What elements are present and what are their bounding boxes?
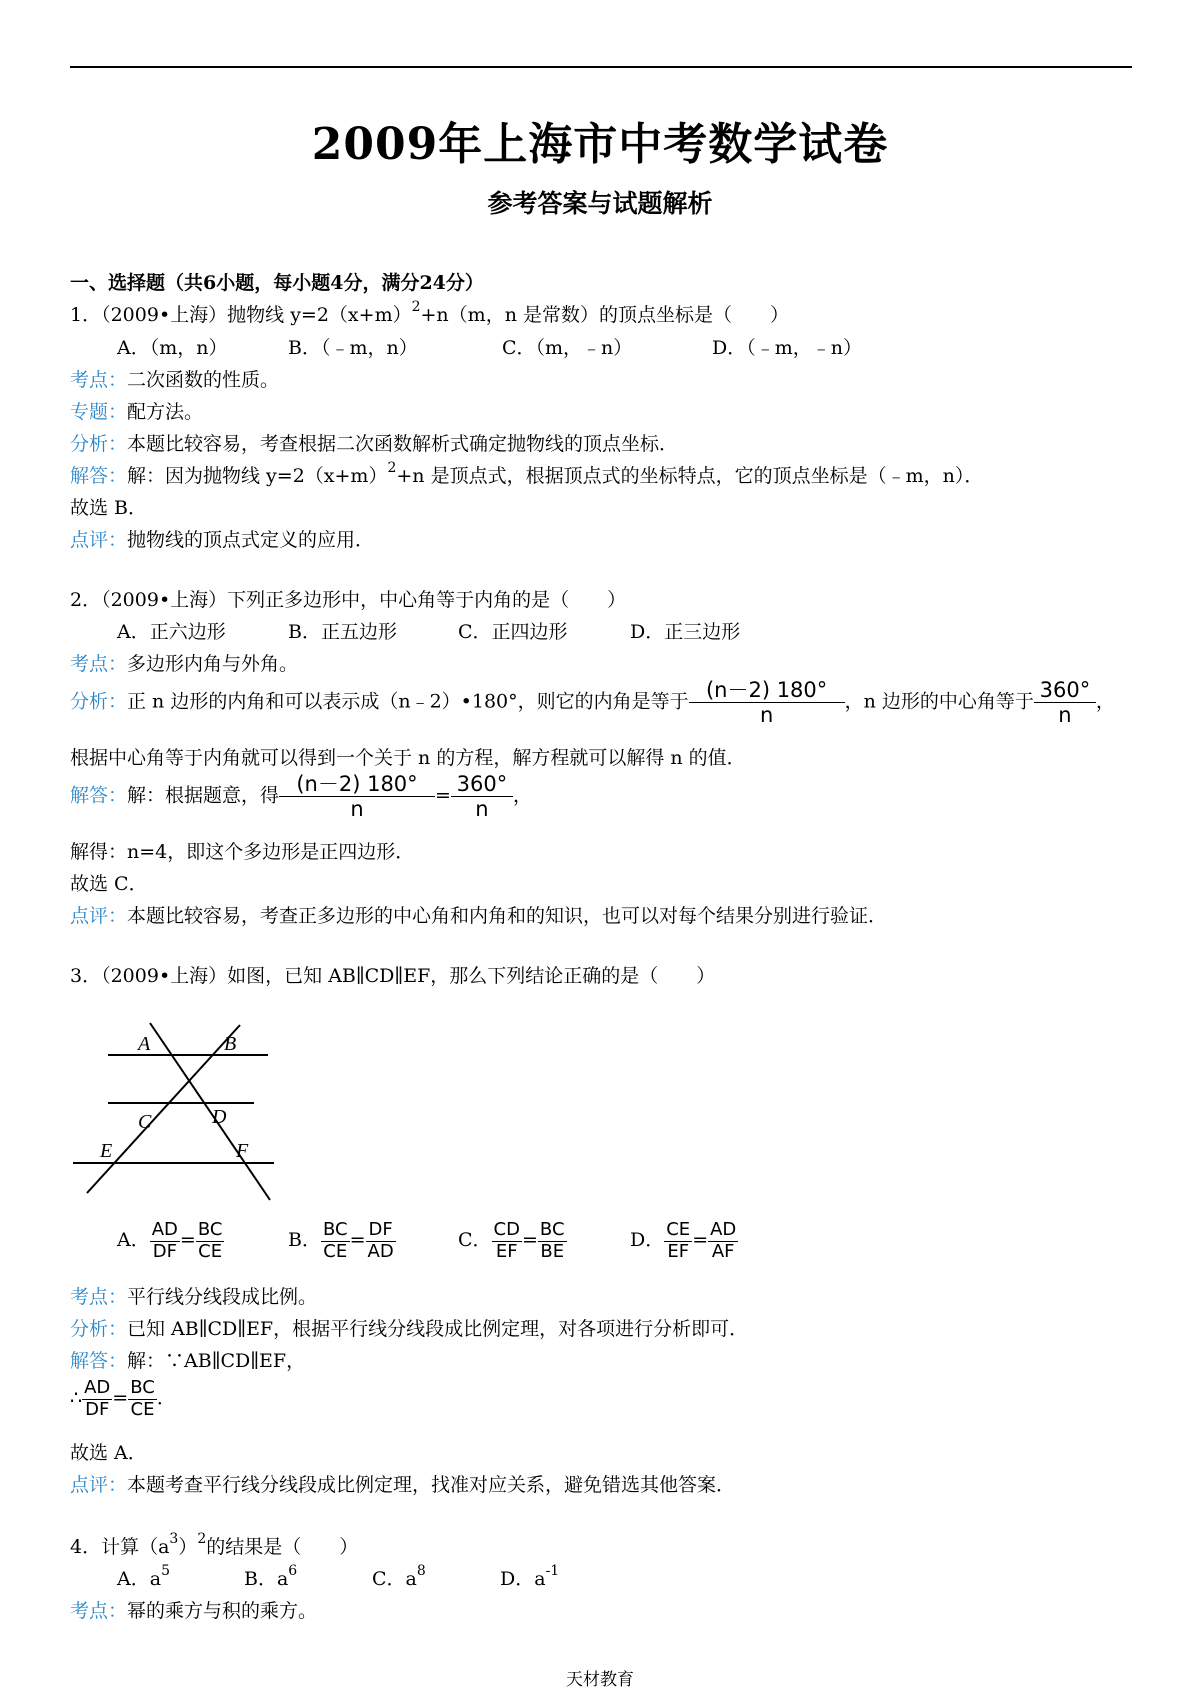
q3-option-b: [288, 1220, 396, 1262]
equals-sign: =: [349, 1229, 366, 1252]
q4-kaodian: [70, 1596, 317, 1623]
q4-stem-text-3: 的结果是（ ）: [206, 1536, 359, 1558]
label-f: F: [236, 1140, 249, 1162]
q1-jieda-text-2: +n 是顶点式，根据顶点式的坐标特点，它的顶点坐标是（﹣m，n）．: [396, 465, 984, 487]
fraction-denominator: EF: [667, 1240, 690, 1262]
q3-option-d: [630, 1220, 738, 1262]
option-exponent: -1: [545, 1563, 560, 1579]
q3-option-a: [117, 1220, 224, 1262]
dianping-label: 点评：: [70, 529, 128, 551]
label-d: D: [212, 1106, 227, 1128]
q2-jieda: [70, 772, 532, 821]
label-c: C: [138, 1111, 152, 1133]
q2-fenxi-line2: 根据中心角等于内角就可以得到一个关于 n 的方程，解方程就可以解得 n 的值．: [70, 747, 746, 769]
therefore-fraction-2: [128, 1378, 157, 1420]
therefore-fraction-1: [82, 1378, 112, 1420]
fenxi-label: 分析：: [70, 690, 128, 713]
option-fraction-2: [708, 1220, 738, 1262]
equals-sign: =: [521, 1229, 538, 1252]
q3-conclusion: 故选 A．: [70, 1442, 147, 1464]
q2-fenxi: [70, 678, 1115, 727]
q1-fenxi-text: 本题比较容易，考查根据二次函数解析式确定抛物线的顶点坐标．: [127, 433, 679, 455]
label-b: B: [224, 1033, 237, 1055]
fraction-numerator: DF: [366, 1220, 396, 1242]
center-angle-fraction: [1034, 678, 1096, 727]
header-rule: [70, 66, 1132, 68]
q2-stem: 2．（2009•上海）下列正多边形中，中心角等于内角的是（ ）: [70, 589, 627, 611]
q2-option-c: C．正四边形: [458, 621, 568, 643]
q1-dianping-text: 抛物线的顶点式定义的应用．: [127, 529, 375, 551]
option-letter: A．: [117, 1229, 150, 1252]
fraction-denominator: EF: [495, 1240, 518, 1262]
page-title: 2009年上海市中考数学试卷: [311, 119, 889, 170]
inner-angle-fraction: [279, 772, 435, 821]
q1-option-b: B．（﹣m，n）: [288, 337, 418, 359]
q2-dianping-text: 本题比较容易，考查正多边形的中心角和内角和的知识，也可以对每个结果分别进行验证．: [127, 905, 888, 927]
q2-dianping: [70, 901, 887, 928]
q2-option-a: A．正六边形: [117, 621, 226, 643]
option-fraction-1: [321, 1220, 350, 1262]
q3-dianping-text: 本题考查平行线分线段成比例定理，找准对应关系，避免错选其他答案．: [127, 1474, 736, 1496]
fraction-denominator: CE: [323, 1240, 348, 1262]
kaodian-label: 考点：: [70, 369, 128, 391]
option-label: C．a: [372, 1568, 417, 1590]
fraction-numerator: 360°: [451, 772, 513, 797]
fraction-denominator: CE: [130, 1398, 155, 1420]
option-fraction-2: [196, 1220, 225, 1262]
section-heading: 一、选择题（共6小题，每小题4分，满分24分）: [70, 272, 484, 294]
fraction-denominator: n: [350, 797, 364, 822]
q3-jieda-text: 解：∵AB∥CD∥EF，: [127, 1350, 306, 1372]
option-label: B．a: [244, 1568, 289, 1590]
q2-kaodian-text: 多边形内角与外角。: [127, 653, 299, 675]
fraction-numerator: BC: [130, 1377, 155, 1398]
q1-kaodian-text: 二次函数的性质。: [127, 369, 280, 391]
q1-stem-text: 1．（2009•上海）抛物线 y=2（x+m）: [70, 304, 412, 326]
transversal-adf: [150, 1023, 270, 1200]
page-subtitle: 参考答案与试题解析: [487, 189, 713, 218]
q4-stem-text-2: ）: [178, 1536, 198, 1558]
fraction-denominator: AD: [367, 1240, 394, 1262]
kaodian-label: 考点：: [70, 1600, 128, 1622]
fraction-numerator: (n－2) 180°: [689, 678, 845, 703]
label-e: E: [100, 1140, 113, 1162]
q1-zhuanti: [70, 397, 203, 424]
option-fraction-1: [492, 1220, 522, 1262]
option-letter: D．: [630, 1229, 665, 1252]
q1-fenxi: [70, 429, 678, 456]
q3-kaodian: [70, 1282, 317, 1309]
q3-kaodian-text: 平行线分线段成比例。: [127, 1286, 318, 1308]
fraction-denominator: n: [1058, 703, 1072, 728]
fraction-numerator: BC: [539, 1219, 565, 1240]
q1-stem-text-2: +n（m，n 是常数）的顶点坐标是（ ）: [420, 304, 789, 326]
q3-dianping: [70, 1470, 735, 1497]
fraction-denominator: DF: [85, 1398, 110, 1420]
option-exponent: 8: [416, 1563, 426, 1579]
q2-fenxi-text-3: ，: [1095, 690, 1115, 713]
parallel-lines-figure: [70, 1005, 280, 1205]
fraction-numerator: BC: [197, 1219, 223, 1240]
therefore-end: ．: [156, 1387, 176, 1410]
q1-option-a: A．（m，n）: [117, 337, 228, 359]
q3-therefore: [70, 1378, 176, 1420]
q1-dianping: [70, 525, 374, 552]
jieda-label: 解答：: [70, 465, 128, 487]
jieda-label: 解答：: [70, 784, 128, 807]
q4-option-c: [372, 1564, 426, 1591]
fenxi-label: 分析：: [70, 1318, 128, 1340]
option-letter: B．: [288, 1229, 321, 1252]
q4-stem: [70, 1532, 358, 1559]
option-label: D．a: [500, 1568, 546, 1590]
q2-kaodian: [70, 649, 298, 676]
fraction-numerator: CD: [493, 1219, 520, 1240]
therefore-symbol: ∴: [70, 1387, 83, 1410]
q2-option-d: D．正三边形: [630, 621, 741, 643]
q2-jieda-end: ，: [512, 784, 532, 807]
q3-fenxi-text: 已知 AB∥CD∥EF，根据平行线分线段成比例定理，对各项进行分析即可．: [127, 1318, 749, 1340]
q1-conclusion: 故选 B．: [70, 497, 148, 519]
fraction-denominator: AF: [711, 1240, 735, 1262]
fraction-numerator: CE: [666, 1219, 691, 1240]
q4-stem-text: 4．计算（a: [70, 1536, 170, 1558]
option-fraction-2: [538, 1220, 567, 1262]
option-label: A．a: [117, 1568, 162, 1590]
q2-solve: 解得：n=4，即这个多边形是正四边形．: [70, 841, 415, 863]
jieda-label: 解答：: [70, 1350, 128, 1372]
zhuanti-label: 专题：: [70, 401, 128, 423]
fraction-denominator: n: [475, 797, 489, 822]
q3-stem: 3．（2009•上海）如图，已知 AB∥CD∥EF，那么下列结论正确的是（ ）: [70, 965, 716, 987]
q1-kaodian: [70, 365, 279, 392]
q2-conclusion: 故选 C．: [70, 873, 148, 895]
option-fraction-1: [664, 1220, 692, 1262]
fraction-numerator: AD: [151, 1219, 178, 1240]
fenxi-label: 分析：: [70, 433, 128, 455]
q4-option-a: [117, 1564, 170, 1591]
equals-sign: =: [179, 1229, 196, 1252]
kaodian-label: 考点：: [70, 1286, 128, 1308]
center-angle-fraction: [451, 772, 513, 821]
q4-exponent-inner: 3: [169, 1531, 179, 1547]
option-exponent: 5: [161, 1563, 170, 1579]
q1-jieda: [70, 461, 983, 488]
label-a: A: [138, 1033, 151, 1055]
fraction-denominator: n: [759, 703, 774, 728]
q2-fenxi-text: 正 n 边形的内角和可以表示成（n﹣2）•180°，则它的内角是等于: [127, 690, 689, 713]
fraction-numerator: AD: [84, 1377, 111, 1398]
q4-exponent-outer: 2: [197, 1531, 207, 1547]
fraction-denominator: DF: [152, 1240, 177, 1262]
q1-option-c: C．（m，﹣n）: [502, 337, 633, 359]
fraction-denominator: BE: [540, 1240, 565, 1262]
dianping-label: 点评：: [70, 905, 128, 927]
equals-sign: =: [112, 1387, 129, 1410]
q1-stem: [70, 300, 789, 327]
fraction-denominator: CE: [198, 1240, 223, 1262]
fraction-numerator: 360°: [1034, 678, 1096, 703]
q1-stem-exponent: 2: [411, 299, 421, 315]
q4-option-b: [244, 1564, 297, 1591]
page-footer: 天材教育: [566, 1670, 634, 1690]
q1-zhuanti-text: 配方法。: [127, 401, 204, 423]
q3-fenxi: [70, 1314, 748, 1341]
equals-sign: =: [692, 1229, 709, 1252]
option-exponent: 6: [288, 1563, 298, 1579]
option-fraction-1: [150, 1220, 180, 1262]
inner-angle-fraction: [689, 678, 845, 727]
q1-option-d: D．（﹣m，﹣n）: [712, 337, 862, 359]
q1-jieda-text: 解：因为抛物线 y=2（x+m）: [127, 465, 388, 487]
option-letter: C．: [458, 1229, 492, 1252]
dianping-label: 点评：: [70, 1474, 128, 1496]
option-fraction-2: [366, 1220, 396, 1262]
q2-fenxi-text-2: ，n 边形的中心角等于: [844, 690, 1034, 713]
fraction-numerator: BC: [322, 1219, 348, 1240]
q3-jieda: [70, 1346, 305, 1373]
fraction-numerator: (n－2) 180°: [279, 772, 435, 797]
q4-option-d: [500, 1564, 559, 1591]
q3-option-c: [458, 1220, 567, 1262]
q1-jieda-exponent: 2: [387, 460, 397, 476]
fraction-numerator: AD: [710, 1219, 737, 1240]
kaodian-label: 考点：: [70, 653, 128, 675]
q4-kaodian-text: 幂的乘方与积的乘方。: [127, 1600, 318, 1622]
q2-jieda-text: 解：根据题意，得: [127, 784, 280, 807]
equals-sign: =: [435, 784, 451, 807]
q2-option-b: B．正五边形: [288, 621, 397, 643]
